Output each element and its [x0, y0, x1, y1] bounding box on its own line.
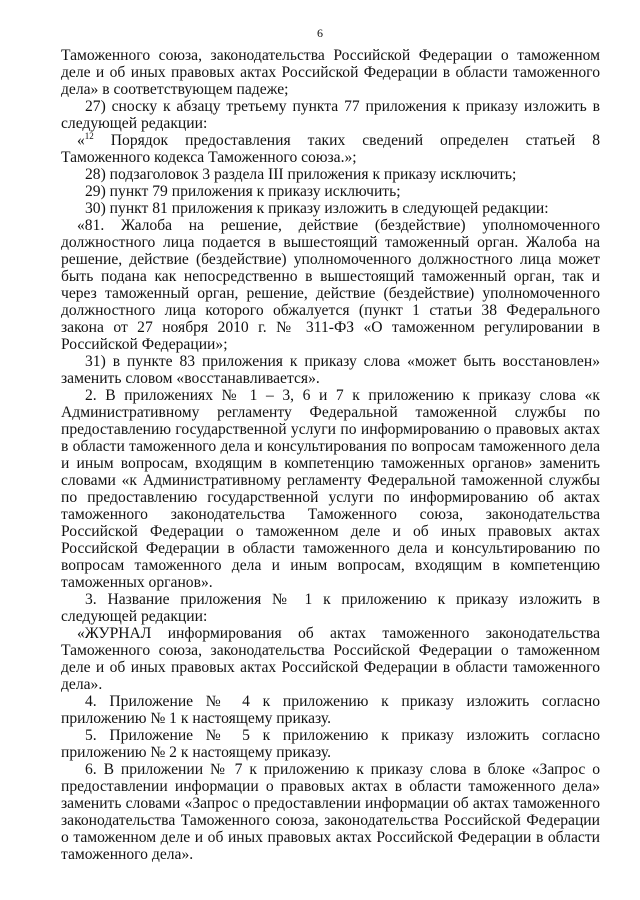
footnote-quote-open: «	[77, 132, 85, 149]
paragraph-section-4: 4. Приложение № 4 к приложению к приказу изложить согласно приложению № 1 к настоящему приказу.	[61, 693, 600, 727]
footnote-number: 12	[84, 130, 94, 141]
paragraph-journal-title: «ЖУРНАЛ информирования об актах таможенного законодательства Таможенного союза, законодательства Российской Федерации о таможенном деле и об иных правовых актах Российской Федерации в области таможенного дела».	[61, 625, 600, 693]
paragraph-item-28: 28) подзаголовок 3 раздела III приложения к приказу исключить;	[85, 166, 517, 183]
paragraph-item-27: 27) сноску к абзацу третьему пункта 77 приложения к приказу изложить в следующей редакции:	[61, 98, 600, 132]
paragraph-item-29: 29) пункт 79 приложения к приказу исключить;	[85, 183, 401, 200]
footnote-quote-12	[61, 132, 600, 166]
paragraph-quote-81: «81. Жалоба на решение, действие (бездействие) уполномоченного должностного лица подается в вышестоящий таможенный орган. Жалоба на решение, действие (бездействие) уполномоченного должностного лица может быть подана как непосредственно в вышестоящий таможенный орган, так и через таможенный орган, решение, действие (бездействие) уполномоченного должностного лица которого обжалуется (пункт 1 статьи 38 Федерального закона от 27 ноября 2010 г. № 311-ФЗ «О таможенном регулировании в Российской Федерации»;	[61, 217, 600, 353]
paragraph-item-30: 30) пункт 81 приложения к приказу изложить в следующей редакции:	[85, 200, 549, 217]
paragraph-section-2: 2. В приложениях № 1 – 3, 6 и 7 к приложению к приказу слова «к Административному регламенту Федеральной таможенной службы по предоставлению государственной услуги по информированию о правовых актах в области таможенного дела и консультирования по вопросам таможенного дела и иным вопросам, входящим в компетенцию таможенных органов» заменить словами «к Административному регламенту Федеральной таможенной службы по предоставлению государственной услуги по информированию об актах таможенного законодательства Таможенного союза, законодательства Российской Федерации о таможенном деле и об иных правовых актах Российской Федерации в области таможенного дела и консультированию по вопросам таможенного дела и иным вопросам, входящим в компетенцию таможенных органов».	[61, 387, 600, 591]
document-body	[61, 47, 600, 863]
footnote-quote-text: Порядок предоставления таких сведений определен статьей 8 Таможенного кодекса Таможенного союза.»;	[61, 132, 600, 166]
paragraph-section-3: 3. Название приложения № 1 к приложению к приказу изложить в следующей редакции:	[61, 591, 600, 625]
paragraph-section-6: 6. В приложении № 7 к приложению к приказу слова в блоке «Запрос о предоставлении информации о правовых актах в области таможенного дела» заменить словами «Запрос о предоставлении информации об актах таможенного законодательства Таможенного союза, законодательства Российской Федерации о таможенном деле и об иных правовых актах Российской Федерации в области таможенного дела».	[61, 761, 600, 863]
paragraph-continuation: Таможенного союза, законодательства Российской Федерации о таможенном деле и об иных правовых актах Российской Федерации в области таможенного дела» в соответствующем падеже;	[61, 47, 600, 98]
paragraph-section-5: 5. Приложение № 5 к приложению к приказу изложить согласно приложению № 2 к настоящему приказу.	[61, 727, 600, 761]
page-number: 6	[317, 26, 323, 40]
paragraph-item-31: 31) в пункте 83 приложения к приказу слова «может быть восстановлен» заменить словом «восстанавливается».	[61, 353, 600, 387]
